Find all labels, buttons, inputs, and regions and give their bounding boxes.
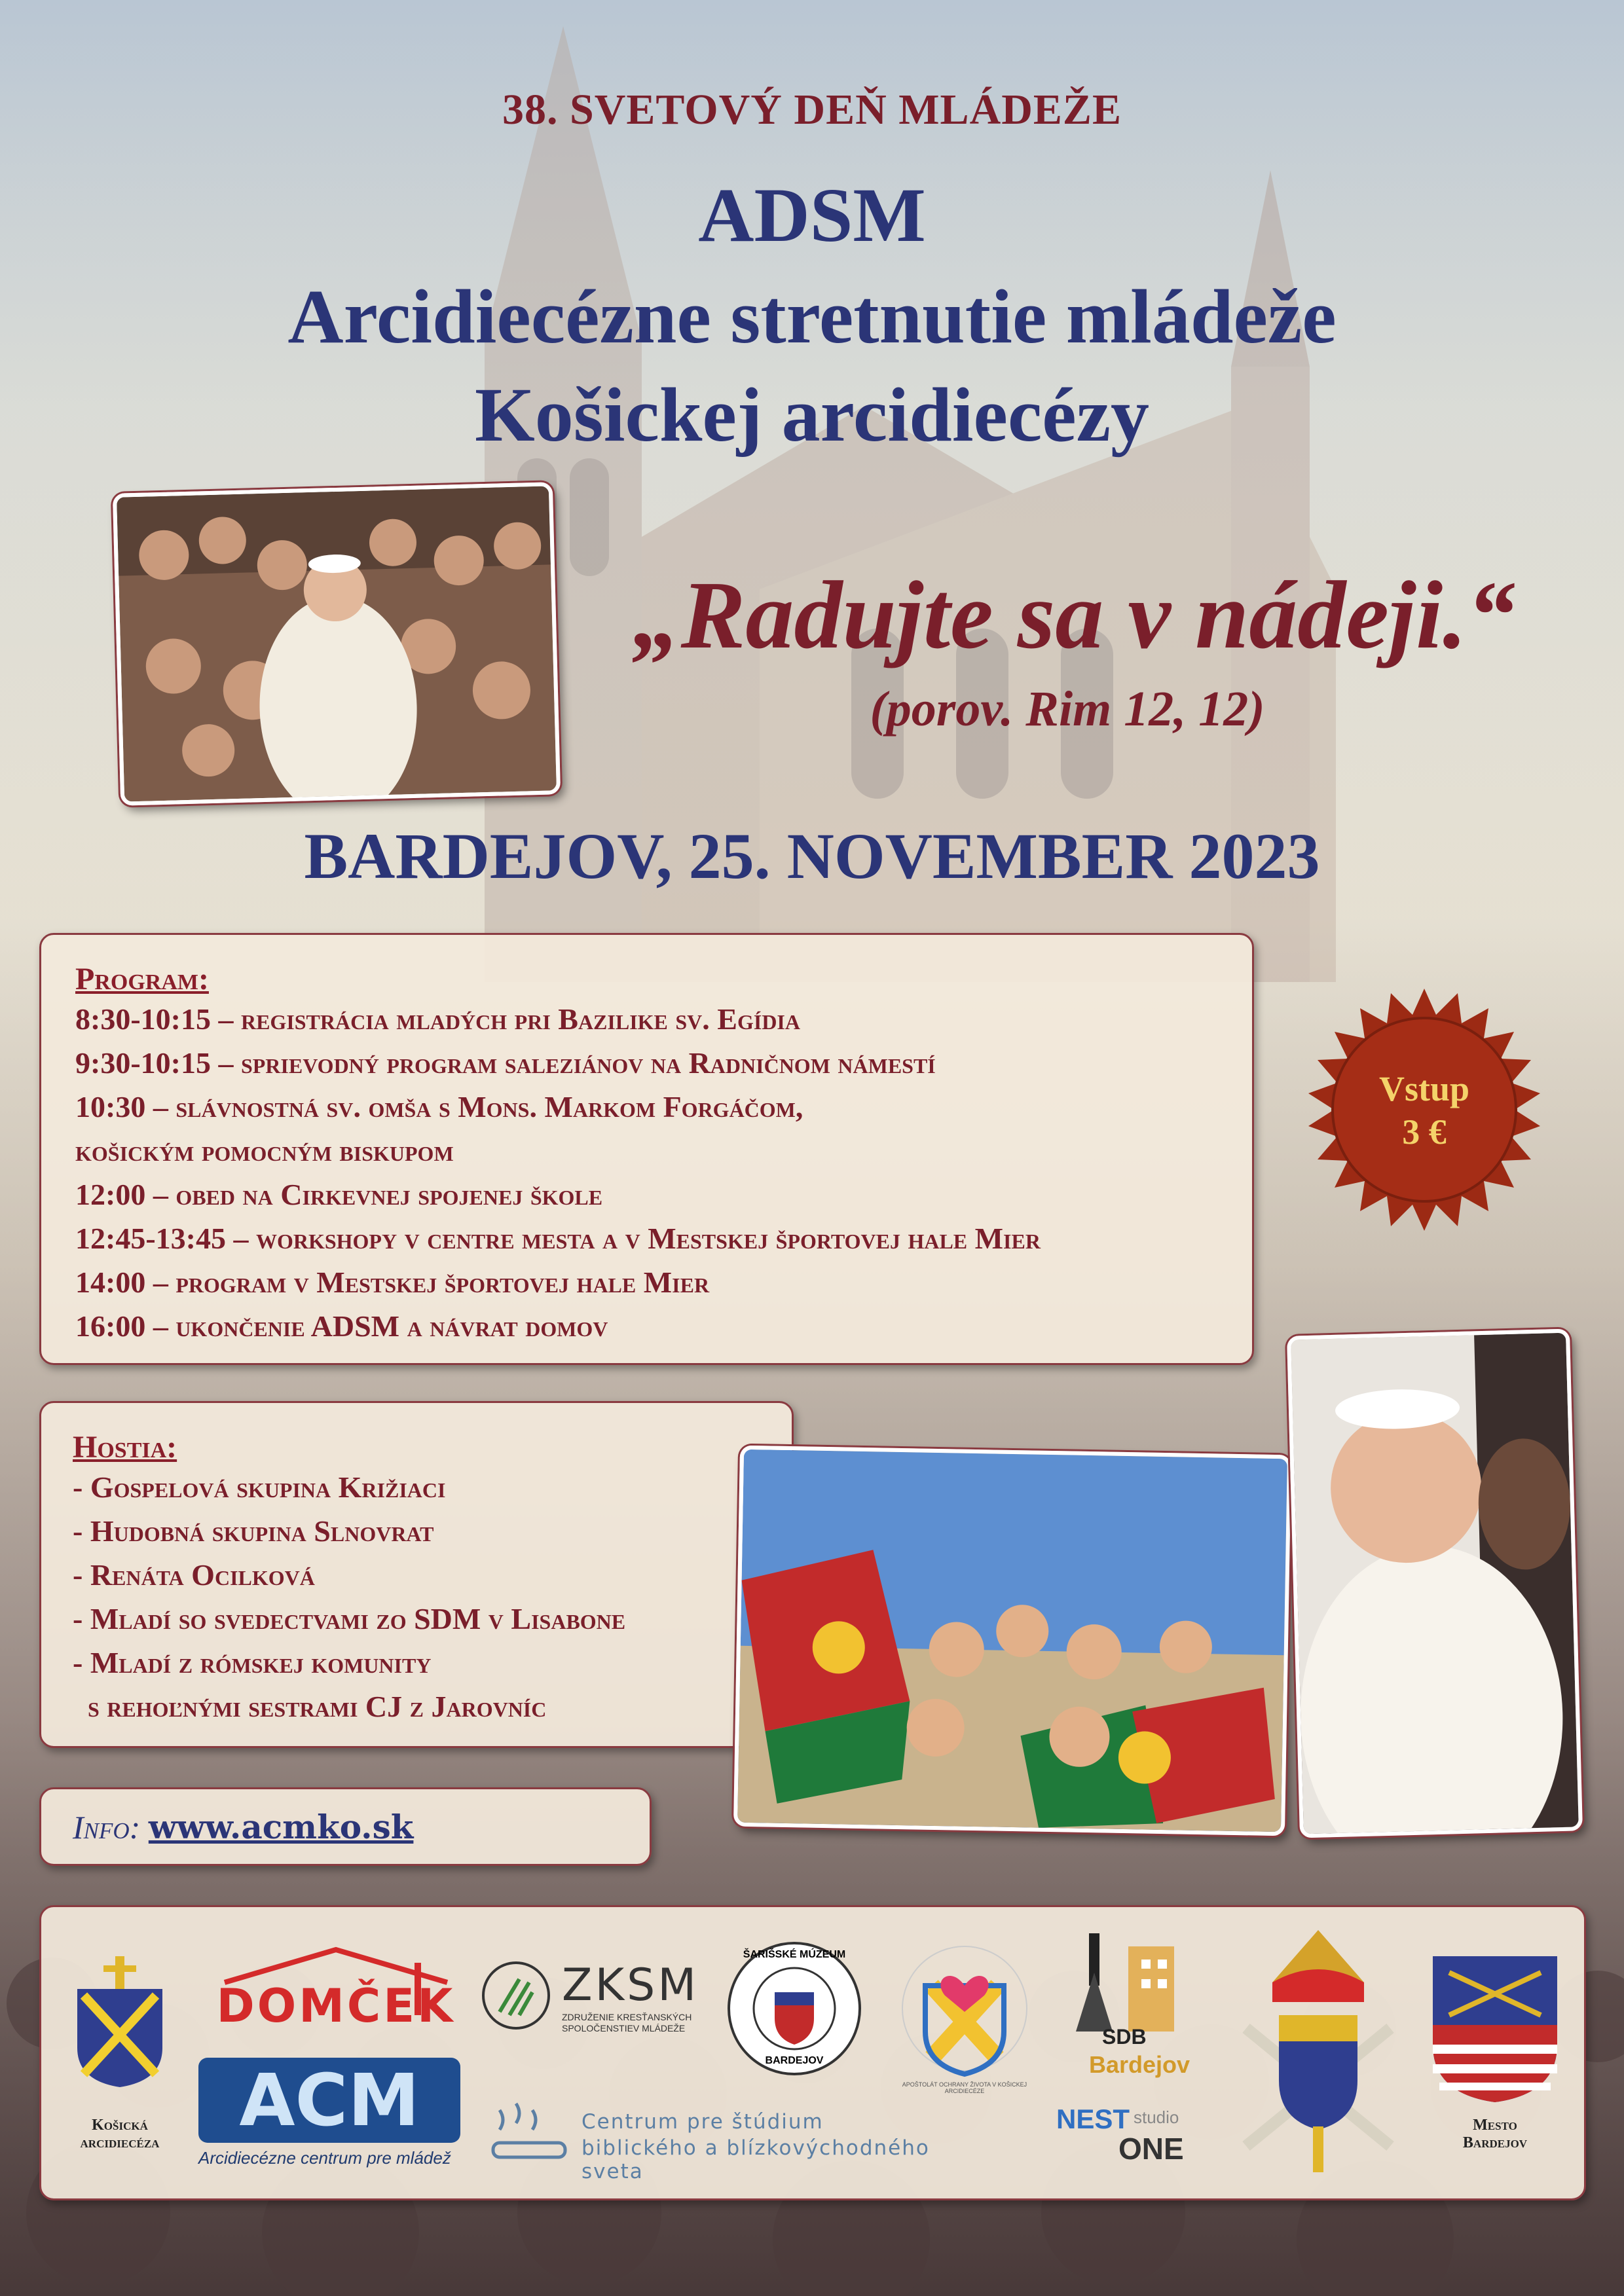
motto-reference: (porov. Rim 12, 12)	[870, 682, 1265, 737]
event-acronym: ADSM	[698, 172, 926, 258]
guest-item: - Hudobná skupina Slnovrat	[73, 1514, 434, 1548]
nest-wordmark: NEST	[1056, 2104, 1130, 2134]
program-item: 9:30-10:15 – sprievodný program saleziánov na Radničnom námestí	[75, 1046, 936, 1080]
museum-city: BARDEJOV	[765, 2055, 824, 2066]
program-item: 10:30 – slávnostná sv. omša s Mons. Markom Forgáčom,	[75, 1090, 803, 1123]
entry-price: 3 €	[1402, 1112, 1447, 1152]
program-item: 8:30-10:15 – registrácia mladých pri Bazilike sv. Egídia	[75, 1002, 800, 1036]
entry-label: Vstup	[1378, 1069, 1470, 1108]
kosicka-caption: arcidiecéza	[80, 2134, 160, 2151]
kosice-archdiocese-coat-of-arms	[71, 1956, 169, 2087]
zksm-wordmark: ZKSM	[562, 1959, 699, 2011]
zksm-subtitle-line: ZDRUŽENIE KRESŤANSKÝCH	[562, 2012, 692, 2022]
nest-one-wordmark: ONE	[1118, 2132, 1184, 2166]
info-panel	[39, 1787, 652, 1866]
entry-price-text	[1303, 1067, 1545, 1154]
zksm-logo	[480, 1959, 699, 2051]
guest-item: - Mladí z rómskej komunity	[73, 1646, 432, 1679]
date-and-place: BARDEJOV, 25. NOVEMBER 2023	[304, 820, 1320, 892]
event-title-line1: Arcidiecézne stretnutie mládeže	[287, 274, 1337, 359]
info-line	[73, 1808, 650, 1846]
program-item: 12:45-13:45 – workshopy v centre mesta a v Mestskej športovej hale Mier	[75, 1222, 1041, 1255]
centrum-line1: Centrum pre štúdium	[581, 2110, 824, 2134]
nest-studio-wordmark: studio	[1134, 2107, 1179, 2127]
domcek-logo	[198, 1943, 473, 2035]
guests-heading: Hostia:	[73, 1430, 177, 1465]
centrum-line2: biblického a blízkovýchodného sveta	[581, 2136, 930, 2183]
bishop-coat-of-arms	[1233, 1930, 1403, 2179]
acm-logo	[198, 2058, 473, 2182]
apostolat-logo	[886, 1927, 1043, 2097]
guests-panel	[39, 1401, 794, 1748]
program-heading: Program:	[75, 962, 209, 996]
acm-wordmark: ACM	[198, 2058, 460, 2143]
info-label: Info:	[73, 1809, 141, 1846]
museum-name: ŠARIŠSKÉ MÚZEUM	[743, 1949, 846, 1960]
zksm-subtitle	[562, 2012, 692, 2034]
mesto-caption: Bardejov	[1462, 2134, 1528, 2151]
mesto-caption: Mesto	[1473, 2117, 1517, 2134]
domcek-wordmark: DOMČEK	[216, 1979, 456, 2033]
event-number: 38. SVETOVÝ DEŇ MLÁDEŽE	[502, 86, 1122, 134]
program-item: košickým pomocným biskupom	[75, 1134, 454, 1167]
sponsors-panel	[39, 1905, 1586, 2200]
photo-pope-smiling	[1287, 1328, 1583, 1838]
zksm-subtitle-line: SPOLOČENSTIEV MLÁDEŽE	[562, 2023, 686, 2033]
nest-studio-one-logo	[1056, 2104, 1207, 2182]
kosicka-caption: Košická	[92, 2117, 148, 2134]
sdb-city: Bardejov	[1089, 2051, 1190, 2078]
motto: „Radujte sa v nádeji.“	[632, 562, 1516, 669]
guest-item: - Mladí so svedectvami zo SDM v Lisabone	[73, 1602, 626, 1635]
program-panel	[39, 933, 1254, 1365]
photo-youth-with-flags	[733, 1446, 1291, 1836]
apostolat-text: APOŠTOLÁT OCHRANY ŽIVOTA V KOŠICKEJ ARCIDIECÉZE	[902, 2081, 1027, 2094]
sarisske-muzeum-logo	[726, 1940, 863, 2077]
sdb-bardejov-logo	[1063, 1933, 1200, 2084]
guest-item: s rehoľnými sestrami CJ z Jarovníc	[73, 1690, 547, 1723]
program-item: 14:00 – program v Mestskej športovej hale Mier	[75, 1266, 710, 1299]
sdb-wordmark: SDB	[1102, 2025, 1147, 2049]
photo-pope-with-youth	[113, 482, 561, 805]
guest-item: - Gospelová skupina Križiaci	[73, 1470, 446, 1504]
program-item: 12:00 – obed na Cirkevnej spojenej škole	[75, 1178, 603, 1211]
bardejov-city-coat-of-arms	[1430, 1953, 1560, 2104]
program-item: 16:00 – ukončenie ADSM a návrat domov	[75, 1309, 608, 1343]
event-title-line2: Košickej arcidiecézy	[475, 372, 1149, 458]
acm-subtitle: Arcidiecézne centrum pre mládež	[198, 2148, 451, 2168]
info-link[interactable]: www.acmko.sk	[148, 1808, 414, 1846]
guest-item: - Renáta Ocilková	[73, 1558, 315, 1592]
centrum-studium-logo	[487, 2097, 945, 2182]
